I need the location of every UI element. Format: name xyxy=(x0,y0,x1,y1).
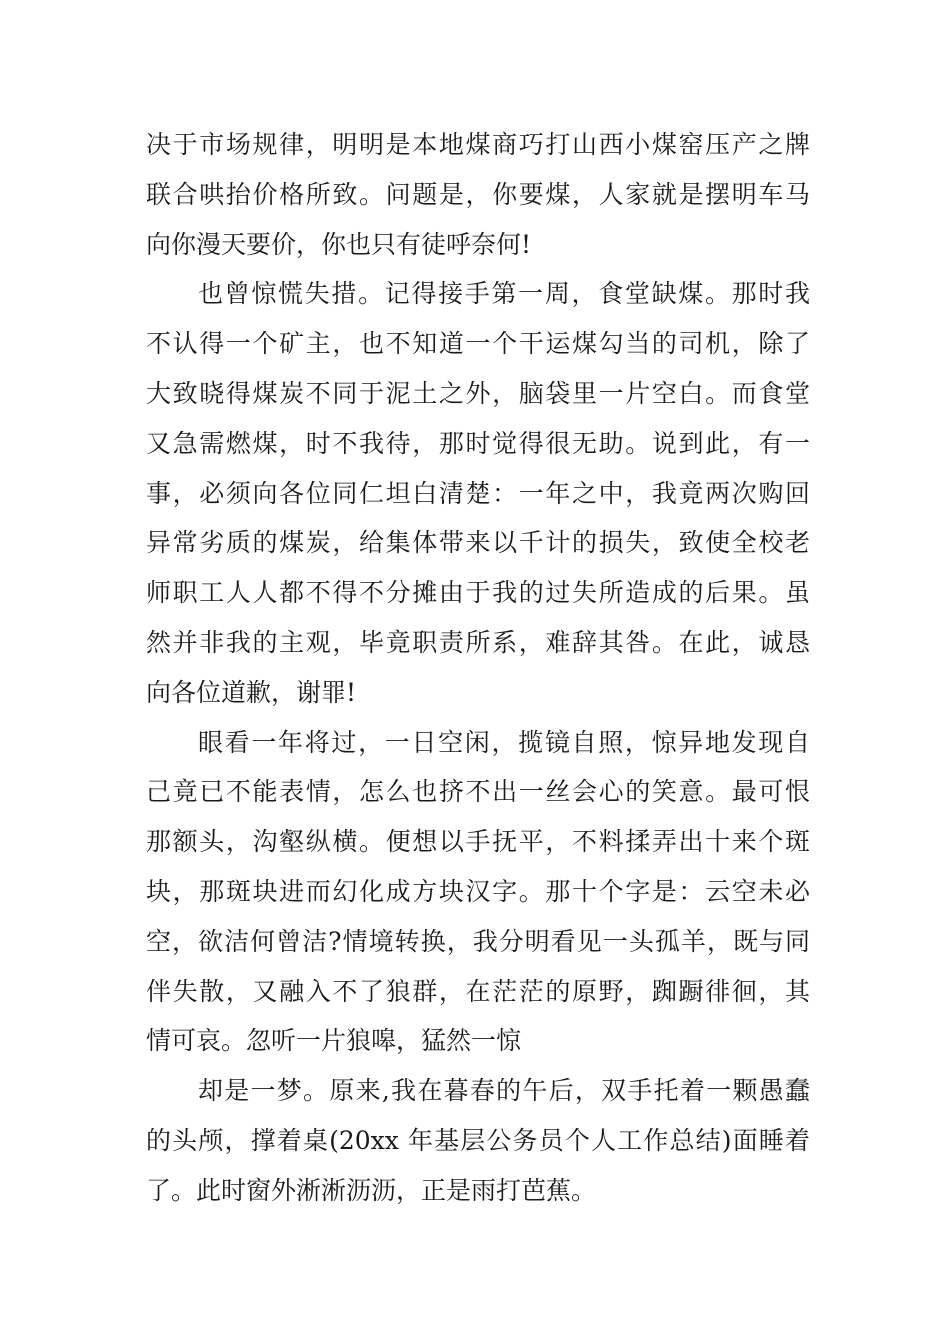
text-line: 大致晓得煤炭不同于泥土之外，脑袋里一片空白。而食堂 xyxy=(146,378,810,408)
text-line: 了。此时窗外淅淅沥沥，正是雨打芭蕉。 xyxy=(146,1175,597,1205)
text-line: 向你漫天要价，你也只有徒呼奈何! xyxy=(146,229,532,259)
paragraph-first-line: 却是一梦。原来,我在暮春的午后，双手托着一颗愚蠢 xyxy=(198,1076,810,1106)
text-line: 情可哀。忽听一片狼嗥，猛然一惊 xyxy=(146,1026,522,1056)
document-body xyxy=(146,120,810,1216)
text-line: 伴失散，又融入不了狼群，在茫茫的原野，踟蹰徘徊，其 xyxy=(146,976,810,1006)
text-line: 的头颅，撑着桌(20xx 年基层公务员个人工作总结)面睡着 xyxy=(146,1125,810,1155)
text-line: 己竟已不能表情，怎么也挤不出一丝会心的笑意。最可恨 xyxy=(146,777,810,807)
text-line: 向各位道歉，谢罪! xyxy=(146,677,357,707)
paragraph-first-line: 眼看一年将过，一日空闲，揽镜自照，惊异地发现自 xyxy=(198,727,810,757)
text-line: 那额头，沟壑纵横。便想以手抚平，不料揉弄出十来个斑 xyxy=(146,827,810,857)
text-line: 异常劣质的煤炭，给集体带来以千计的损失，致使全校老 xyxy=(146,528,810,558)
text-line: 然并非我的主观，毕竟职责所系，难辞其咎。在此，诚恳 xyxy=(146,627,810,657)
paragraph-first-line: 也曾惊慌失措。记得接手第一周，食堂缺煤。那时我 xyxy=(198,279,810,309)
text-line: 事，必须向各位同仁坦白清楚：一年之中，我竟两次购回 xyxy=(146,478,810,508)
text-line: 空，欲洁何曾洁?情境转换，我分明看见一头孤羊，既与同 xyxy=(146,926,810,956)
text-line: 不认得一个矿主，也不知道一个干运煤勾当的司机，除了 xyxy=(146,329,810,359)
text-line: 决于市场规律，明明是本地煤商巧打山西小煤窑压产之牌 xyxy=(146,130,810,159)
text-line: 联合哄抬价格所致。问题是，你要煤，人家就是摆明车马 xyxy=(146,179,810,209)
text-line: 师职工人人都不得不分摊由于我的过失所造成的后果。虽 xyxy=(146,578,810,608)
text-line: 又急需燃煤，时不我待，那时觉得很无助。说到此，有一 xyxy=(146,428,810,458)
text-line: 块，那斑块进而幻化成方块汉字。那十个字是：云空未必 xyxy=(146,876,810,906)
